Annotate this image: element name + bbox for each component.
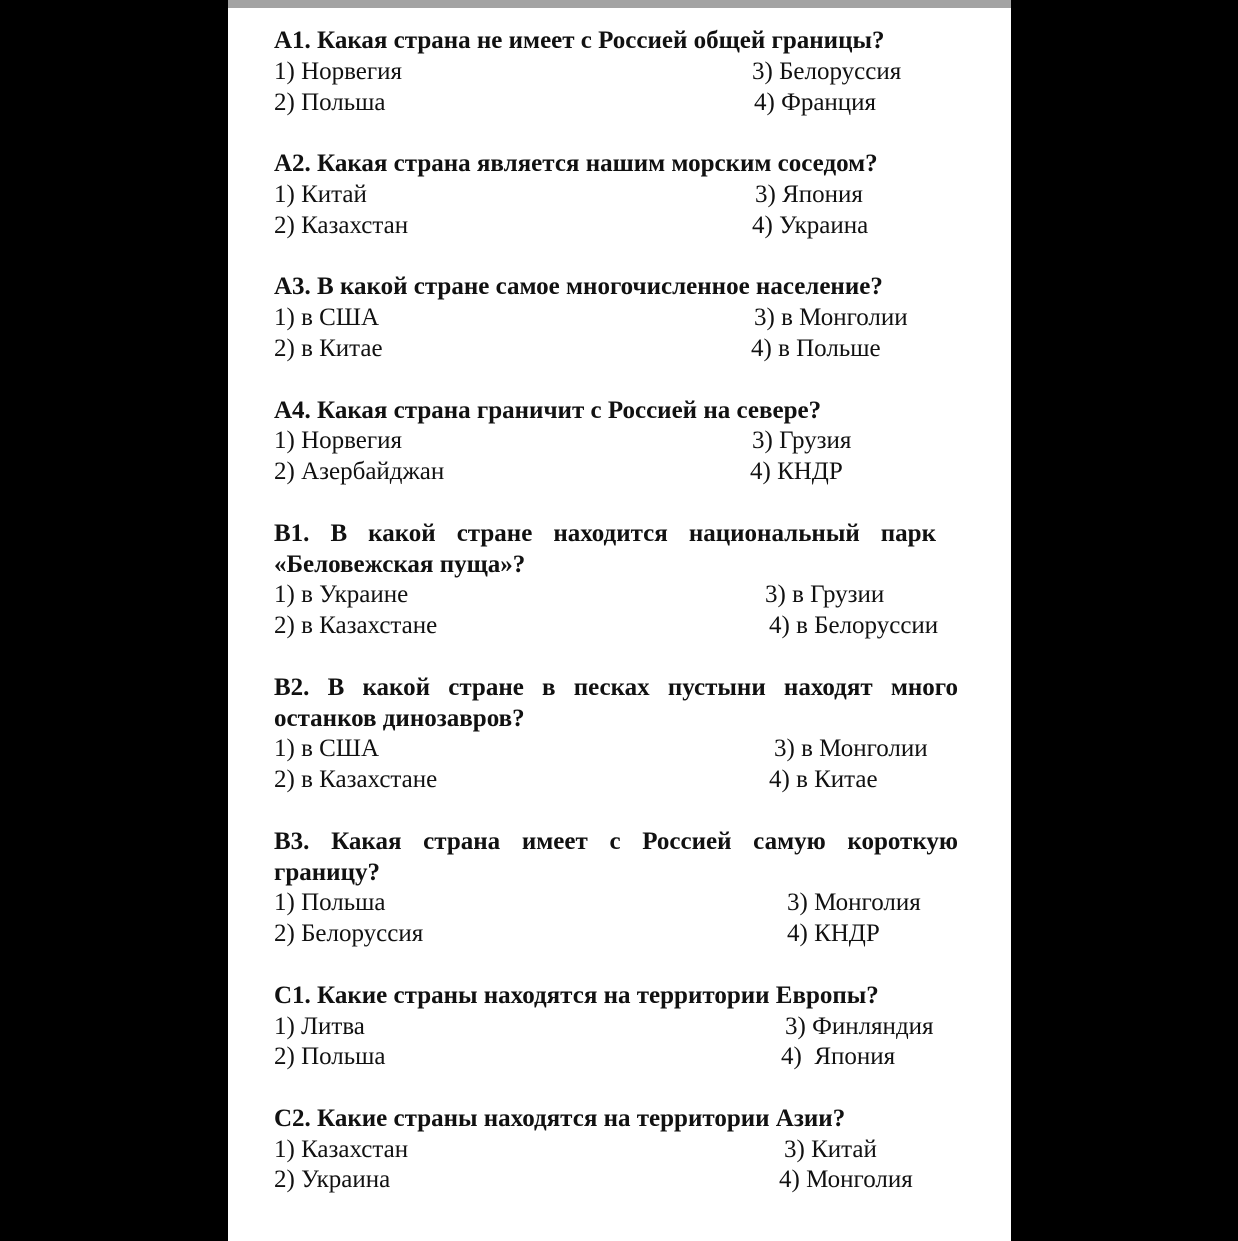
option-2: 2) в Казахстане bbox=[274, 612, 438, 640]
option-2: 2) Азербайджан bbox=[274, 458, 445, 486]
option-2: 2) в Казахстане bbox=[274, 766, 438, 794]
options-row bbox=[274, 888, 960, 919]
question-title: А3. В какой стране самое многочисленное население? bbox=[274, 273, 883, 301]
option-1: 1) Польша bbox=[274, 889, 386, 917]
options-row bbox=[274, 303, 960, 334]
options-row bbox=[274, 1012, 960, 1043]
option-1: 1) Китай bbox=[274, 180, 367, 208]
option-2: 2) Украина bbox=[274, 1166, 391, 1194]
options-row bbox=[274, 88, 960, 119]
option-4: 4) в Китае bbox=[769, 766, 878, 794]
question-c2 bbox=[274, 1104, 960, 1196]
question-a4 bbox=[274, 396, 960, 488]
options-row bbox=[274, 919, 960, 950]
option-2: 2) Польша bbox=[274, 88, 386, 116]
option-3: 3) в Монголии bbox=[754, 304, 908, 332]
options-row bbox=[274, 580, 960, 611]
question-title: А4. Какая страна граничит с Россией на севере? bbox=[274, 396, 822, 424]
top-border bbox=[228, 0, 1011, 8]
question-title: А1. Какая страна не имеет с Россией общей границы? bbox=[274, 27, 885, 54]
options-row bbox=[274, 180, 960, 211]
question-title: В2. В какой стране в песках пустыни находят много останков динозавров? bbox=[274, 673, 958, 732]
question-b2 bbox=[274, 673, 960, 796]
question-b3 bbox=[274, 827, 960, 950]
option-1: 1) Норвегия bbox=[274, 427, 403, 455]
options-row bbox=[274, 1042, 960, 1073]
options-row bbox=[274, 57, 960, 88]
option-3: 3) в Грузии bbox=[765, 581, 885, 609]
option-1: 1) Казахстан bbox=[274, 1135, 409, 1163]
options-row bbox=[274, 457, 960, 488]
options-row bbox=[274, 334, 960, 365]
option-4: 4) КНДР bbox=[787, 920, 880, 948]
options-row bbox=[274, 1135, 960, 1166]
option-4: 4) в Польше bbox=[751, 334, 881, 362]
option-4: 4) Япония bbox=[781, 1043, 896, 1071]
option-1: 1) в США bbox=[274, 304, 380, 332]
options-row bbox=[274, 211, 960, 242]
options-row bbox=[274, 611, 960, 642]
options-row bbox=[274, 734, 960, 765]
question-c1 bbox=[274, 981, 960, 1073]
question-title: С1. Какие страны находятся на территории Европы? bbox=[274, 981, 879, 1009]
option-1: 1) Норвегия bbox=[274, 57, 403, 85]
question-title: В3. Какая страна имеет с Россией самую короткую границу? bbox=[274, 827, 958, 886]
option-4: 4) в Белоруссии bbox=[769, 612, 939, 640]
option-3: 3) Китай bbox=[784, 1135, 877, 1163]
option-3: 3) Финляндия bbox=[785, 1012, 934, 1040]
test-content bbox=[274, 26, 960, 1227]
question-title: А2. Какая страна является нашим морским соседом? bbox=[274, 150, 878, 178]
option-3: 3) Монголия bbox=[787, 889, 921, 917]
option-2: 2) Белоруссия bbox=[274, 920, 424, 948]
option-2: 2) в Китае bbox=[274, 334, 383, 362]
question-a2 bbox=[274, 149, 960, 241]
question-title: В1. В какой стране находится национальный парк «Беловежская пуща»? bbox=[274, 519, 936, 578]
document-page bbox=[228, 8, 1011, 1241]
option-4: 4) КНДР bbox=[750, 458, 843, 486]
question-title: С2. Какие страны находятся на территории Азии? bbox=[274, 1104, 846, 1132]
option-4: 4) Украина bbox=[752, 211, 869, 239]
option-3: 3) в Монголии bbox=[774, 735, 928, 763]
option-1: 1) Литва bbox=[274, 1012, 365, 1040]
option-3: 3) Япония bbox=[755, 180, 863, 208]
option-2: 2) Польша bbox=[274, 1043, 386, 1071]
options-row bbox=[274, 1165, 960, 1196]
option-1: 1) в США bbox=[274, 735, 380, 763]
option-4: 4) Франция bbox=[754, 88, 877, 116]
option-3: 3) Белоруссия bbox=[752, 57, 902, 85]
question-b1 bbox=[274, 519, 960, 642]
option-4: 4) Монголия bbox=[779, 1166, 913, 1194]
options-row bbox=[274, 765, 960, 796]
options-row bbox=[274, 426, 960, 457]
option-2: 2) Казахстан bbox=[274, 211, 409, 239]
question-a3 bbox=[274, 272, 960, 364]
option-3: 3) Грузия bbox=[752, 427, 852, 455]
option-1: 1) в Украине bbox=[274, 581, 409, 609]
question-a1 bbox=[274, 26, 960, 118]
